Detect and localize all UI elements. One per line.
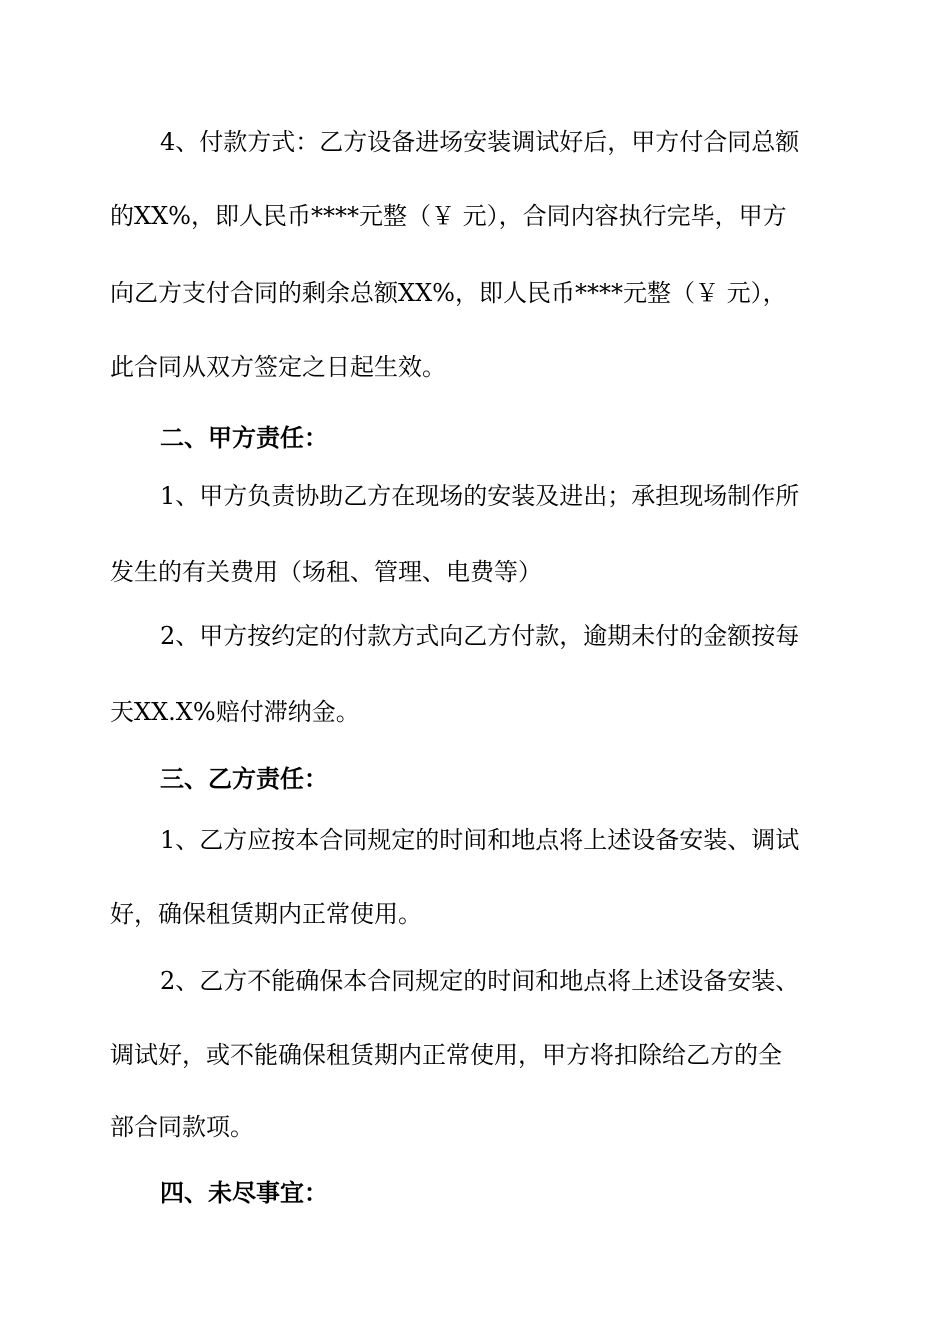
party-b-item-2-line-2: 调试好，或不能确保租赁期内正常使用，甲方将扣除给乙方的全 [110,1041,782,1069]
party-a-item-2-line-2: 天XX.X%赔付滞纳金。 [110,698,360,726]
section-heading-miscellaneous: 四、未尽事宜： [160,1178,328,1207]
section-heading-party-b: 三、乙方责任： [160,764,328,793]
payment-clause-line-4: 此合同从双方签定之日起生效。 [110,353,446,381]
party-a-item-1-line-1: 1、甲方负责协助乙方在现场的安装及进出；承担现场制作所 [160,482,800,510]
party-b-item-2-line-3: 部合同款项。 [110,1113,254,1141]
payment-clause-line-3: 向乙方支付合同的剩余总额XX%，即人民币****元整（￥ 元）， [110,279,787,307]
payment-clause-line-1: 4、付款方式：乙方设备进场安装调试好后，甲方付合同总额 [160,128,800,156]
payment-clause-line-2: 的XX%，即人民币****元整（￥ 元），合同内容执行完毕，甲方 [110,202,787,230]
party-b-item-2-line-1: 2、乙方不能确保本合同规定的时间和地点将上述设备安装、 [160,967,800,995]
party-a-item-1-line-2: 发生的有关费用（场租、管理、电费等） [110,558,542,586]
party-b-item-1-line-1: 1、乙方应按本合同规定的时间和地点将上述设备安装、调试 [160,826,800,854]
party-a-item-2-line-1: 2、甲方按约定的付款方式向乙方付款，逾期未付的金额按每 [160,622,800,650]
party-b-item-1-line-2: 好，确保租赁期内正常使用。 [110,900,422,928]
section-heading-party-a: 二、甲方责任： [160,423,328,452]
